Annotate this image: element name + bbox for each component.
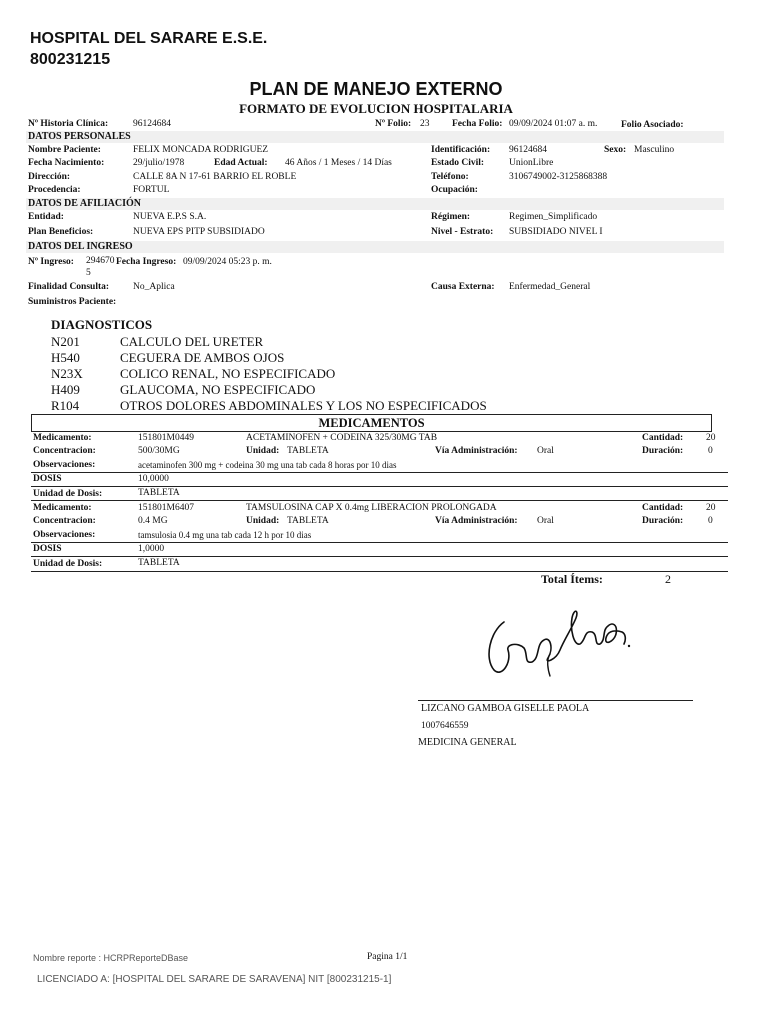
section-datos-afiliacion: DATOS DE AFILIACIÓN bbox=[28, 198, 141, 209]
fecha-folio-value: 09/09/2024 01:07 a. m. bbox=[509, 119, 598, 129]
medicamento-code: 151801M0449 bbox=[138, 433, 194, 443]
section-datos-ingreso: DATOS DEL INGRESO bbox=[28, 241, 133, 252]
finalidad-label: Finalidad Consulta: bbox=[28, 282, 110, 292]
sexo-label: Sexo: bbox=[604, 145, 627, 155]
direccion-label: Dirección: bbox=[28, 172, 71, 182]
duracion-label: Duración: bbox=[642, 446, 684, 456]
divider bbox=[31, 500, 728, 501]
historia-value: 96124684 bbox=[133, 119, 171, 129]
hospital-nit: 800231215 bbox=[30, 51, 111, 68]
plan-label: Plan Beneficios: bbox=[28, 227, 94, 237]
dosis-value: 10,0000 bbox=[138, 474, 169, 484]
total-items-label: Total Ítems: bbox=[541, 572, 603, 586]
signature-line bbox=[418, 700, 693, 701]
diagnostico-name: OTROS DOLORES ABDOMINALES Y LOS NO ESPECIFICADOS bbox=[120, 398, 487, 413]
direccion-value: CALLE 8A N 17-61 BARRIO EL ROBLE bbox=[133, 172, 297, 182]
dosis-label: DOSIS bbox=[33, 474, 62, 484]
entidad-label: Entidad: bbox=[28, 212, 64, 222]
via-label: Vía Administración: bbox=[435, 446, 518, 456]
duracion-value: 0 bbox=[708, 516, 713, 526]
cantidad-label: Cantidad: bbox=[642, 503, 684, 513]
unidad-label: Unidad: bbox=[246, 446, 280, 456]
nivel-value: SUBSIDIADO NIVEL I bbox=[509, 227, 603, 237]
signature-image bbox=[484, 600, 634, 682]
nacimiento-value: 29/julio/1978 bbox=[133, 158, 185, 168]
entidad-value: NUEVA E.P.S S.A. bbox=[133, 212, 207, 222]
unidad-dosis-label: Unidad de Dosis: bbox=[33, 559, 103, 569]
cantidad-value: 20 bbox=[706, 433, 716, 443]
medicamentos-title: MEDICAMENTOS bbox=[31, 414, 712, 432]
unidad-value: TABLETA bbox=[287, 516, 329, 526]
edad-value: 46 Años / 1 Meses / 14 Días bbox=[285, 158, 392, 168]
regimen-label: Régimen: bbox=[431, 212, 471, 222]
signer-name: LIZCANO GAMBOA GISELLE PAOLA bbox=[421, 703, 590, 714]
section-datos-personales: DATOS PERSONALES bbox=[28, 131, 131, 142]
ingreso-label: Nº Ingreso: bbox=[28, 257, 74, 267]
nombre-label: Nombre Paciente: bbox=[28, 145, 101, 155]
signer-specialty: MEDICINA GENERAL bbox=[418, 737, 517, 748]
regimen-value: Regimen_Simplificado bbox=[509, 212, 598, 222]
telefono-label: Teléfono: bbox=[431, 172, 469, 182]
unidad-dosis-value: TABLETA bbox=[138, 488, 180, 498]
concentracion-label: Concentracion: bbox=[33, 516, 96, 526]
observaciones-label: Observaciones: bbox=[33, 460, 96, 470]
medicamento-label: Medicamento: bbox=[33, 503, 92, 513]
via-value: Oral bbox=[537, 446, 554, 456]
ocupacion-label: Ocupación: bbox=[431, 185, 478, 195]
causa-label: Causa Externa: bbox=[431, 282, 495, 292]
divider bbox=[31, 542, 728, 543]
observaciones-value: acetaminofen 300 mg + codeina 30 mg una tab cada 8 horas por 10 dias bbox=[138, 460, 397, 470]
cantidad-value: 20 bbox=[706, 503, 716, 513]
diagnosticos-title: DIAGNOSTICOS bbox=[51, 317, 153, 332]
estado-civil-value: UnionLibre bbox=[509, 158, 554, 168]
via-label: Vía Administración: bbox=[435, 516, 518, 526]
diagnostico-code: N23X bbox=[51, 366, 83, 381]
page-number: Pagina 1/1 bbox=[367, 952, 408, 962]
hospital-name: HOSPITAL DEL SARARE E.S.E. bbox=[30, 30, 268, 47]
duracion-label: Duración: bbox=[642, 516, 684, 526]
dosis-value: 1,0000 bbox=[138, 544, 165, 554]
dosis-label: DOSIS bbox=[33, 544, 62, 554]
causa-value: Enfermedad_General bbox=[509, 282, 591, 292]
ingreso-value-a: 294670 bbox=[86, 256, 115, 266]
concentracion-label: Concentracion: bbox=[33, 446, 96, 456]
ident-value: 96124684 bbox=[509, 145, 547, 155]
diagnostico-code: H409 bbox=[51, 382, 80, 397]
folio-label: Nº Folio: bbox=[375, 119, 412, 129]
unidad-value: TABLETA bbox=[287, 446, 329, 456]
duracion-value: 0 bbox=[708, 446, 713, 456]
cantidad-label: Cantidad: bbox=[642, 433, 684, 443]
folio-value: 23 bbox=[420, 119, 430, 129]
fecha-ingreso-value: 09/09/2024 05:23 p. m. bbox=[183, 257, 272, 267]
diagnostico-code: N201 bbox=[51, 334, 80, 349]
diagnostico-name: CALCULO DEL URETER bbox=[120, 334, 264, 349]
medicamento-label: Medicamento: bbox=[33, 433, 92, 443]
folio-asociado-label: Folio Asociado: bbox=[621, 120, 684, 130]
finalidad-value: No_Aplica bbox=[133, 282, 175, 292]
observaciones-value: tamsulosia 0.4 mg una tab cada 12 h por 10 dias bbox=[138, 530, 312, 540]
historia-label: Nº Historia Clínica: bbox=[28, 119, 109, 129]
diagnostico-code: H540 bbox=[51, 350, 80, 365]
divider bbox=[31, 571, 728, 572]
diagnostico-name: CEGUERA DE AMBOS OJOS bbox=[120, 350, 285, 365]
concentracion-value: 0.4 MG bbox=[138, 516, 168, 526]
ident-label: Identificación: bbox=[431, 145, 491, 155]
procedencia-value: FORTUL bbox=[133, 185, 170, 195]
signer-document: 1007646559 bbox=[421, 721, 469, 731]
report-name: Nombre reporte : HCRPReporteDBase bbox=[33, 953, 189, 963]
medicamento-name: ACETAMINOFEN + CODEINA 325/30MG TAB bbox=[246, 433, 438, 443]
edad-label: Edad Actual: bbox=[214, 158, 268, 168]
divider bbox=[31, 486, 728, 487]
sexo-value: Masculino bbox=[634, 145, 675, 155]
ingreso-value-b: 5 bbox=[86, 268, 91, 278]
divider bbox=[31, 472, 728, 473]
diagnostico-name: GLAUCOMA, NO ESPECIFICADO bbox=[120, 382, 316, 397]
unidad-label: Unidad: bbox=[246, 516, 280, 526]
nombre-value: FELIX MONCADA RODRIGUEZ bbox=[133, 145, 269, 155]
plan-value: NUEVA EPS PITP SUBSIDIADO bbox=[133, 227, 265, 237]
diagnostico-code: R104 bbox=[51, 398, 80, 413]
total-items-value: 2 bbox=[665, 572, 671, 586]
license-text: LICENCIADO A: [HOSPITAL DEL SARARE DE SARAVENA] NIT [800231215-1] bbox=[37, 974, 392, 985]
concentracion-value: 500/30MG bbox=[138, 446, 180, 456]
via-value: Oral bbox=[537, 516, 554, 526]
medicamento-name: TAMSULOSINA CAP X 0.4mg LIBERACION PROLONGADA bbox=[246, 503, 497, 513]
medicamento-code: 151801M6407 bbox=[138, 503, 194, 513]
document-subtitle: FORMATO DE EVOLUCION HOSPITALARIA bbox=[239, 101, 513, 116]
unidad-dosis-label: Unidad de Dosis: bbox=[33, 489, 103, 499]
nivel-label: Nivel - Estrato: bbox=[431, 227, 494, 237]
estado-civil-label: Estado Civil: bbox=[431, 158, 485, 168]
divider bbox=[31, 556, 728, 557]
nacimiento-label: Fecha Nacimiento: bbox=[28, 158, 105, 168]
fecha-ingreso-label: Fecha Ingreso: bbox=[116, 257, 177, 267]
procedencia-label: Procedencia: bbox=[28, 185, 81, 195]
observaciones-label: Observaciones: bbox=[33, 530, 96, 540]
document-title: PLAN DE MANEJO EXTERNO bbox=[249, 79, 503, 99]
telefono-value: 3106749002-3125868388 bbox=[509, 172, 608, 182]
unidad-dosis-value: TABLETA bbox=[138, 558, 180, 568]
fecha-folio-label: Fecha Folio: bbox=[452, 119, 503, 129]
diagnostico-name: COLICO RENAL, NO ESPECIFICADO bbox=[120, 366, 336, 381]
suministros-label: Suministros Paciente: bbox=[28, 297, 117, 307]
